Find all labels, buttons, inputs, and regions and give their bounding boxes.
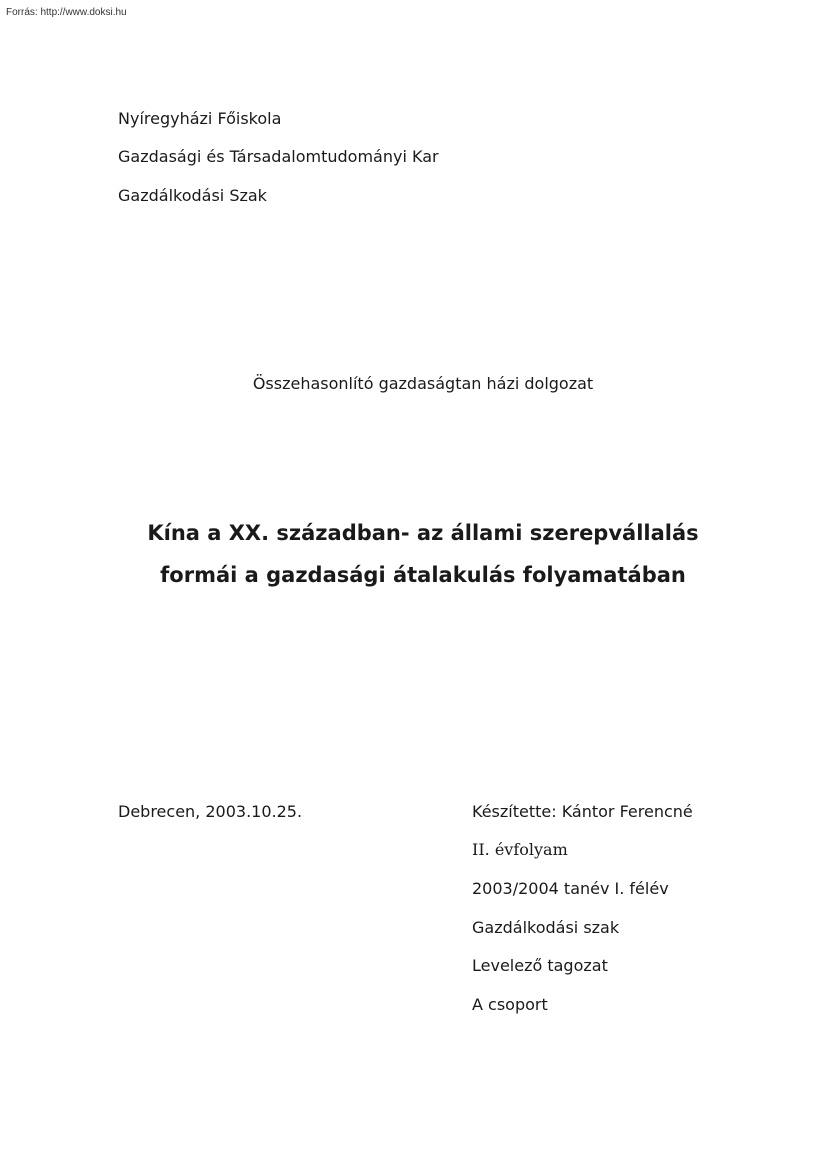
- title-line-1: Kína a XX. században- az állami szerepvállalás: [147, 521, 699, 545]
- author-semester: 2003/2004 tanév I. félév: [472, 879, 669, 898]
- author-group: A csoport: [472, 995, 548, 1014]
- document-subtitle: Összehasonlító gazdaságtan házi dolgozat: [252, 374, 594, 393]
- title-line-2: formái a gazdasági átalakulás folyamatában: [160, 563, 686, 587]
- author-major: Gazdálkodási szak: [472, 918, 620, 937]
- major-name: Gazdálkodási Szak: [118, 186, 267, 205]
- faculty-name: Gazdasági és Társadalomtudományi Kar: [118, 147, 439, 166]
- source-note: Forrás: http://www.doksi.hu: [6, 7, 127, 18]
- place-date: Debrecen, 2003.10.25.: [118, 802, 303, 821]
- author-study-mode: Levelező tagozat: [472, 956, 608, 975]
- institution-name: Nyíregyházi Főiskola: [118, 109, 282, 128]
- author-year: II. évfolyam: [472, 840, 568, 859]
- author-name: Készítette: Kántor Ferencné: [472, 802, 693, 821]
